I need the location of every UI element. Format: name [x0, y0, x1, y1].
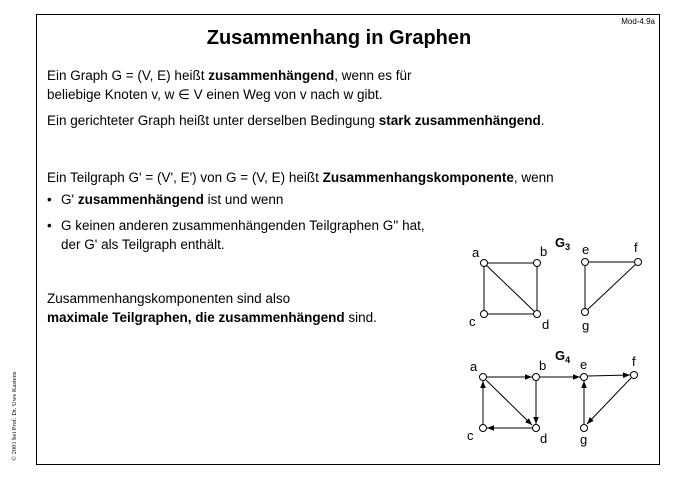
- para3-post: , wenn: [513, 170, 554, 185]
- para4-line1: Zusammenhangskomponenten sind also: [47, 291, 291, 306]
- bullet1-pre: G': [61, 192, 78, 207]
- slide-id: Mod-4.9a: [621, 17, 655, 26]
- bullet1-post: ist und wenn: [203, 192, 284, 207]
- bullet-dot: •: [47, 218, 52, 233]
- g3-node-d: [534, 311, 541, 318]
- g3-node-f: [635, 259, 642, 266]
- graph-g3-label: $G_3$: [555, 235, 571, 252]
- g3-label-b: b: [540, 244, 548, 259]
- g3-node-g: [582, 309, 589, 316]
- g3-edge-f-g: [585, 262, 638, 312]
- para3-pre: Ein Teilgraph G' = (V', E') von G = (V, E) heißt: [47, 170, 323, 185]
- g3-node-c: [481, 311, 488, 318]
- g4-label-g: g: [580, 432, 588, 447]
- g3-node-b: [534, 260, 541, 267]
- g3-label-f: f: [634, 240, 638, 255]
- g4-node-d: [533, 425, 540, 432]
- g4-node-g: [581, 425, 588, 432]
- para3-bold: Zusammenhangskomponente: [322, 170, 514, 185]
- g3-edge-a-d: [484, 263, 537, 314]
- g4-node-b: [533, 374, 540, 381]
- g4-label-a: a: [470, 359, 478, 374]
- g4-edge-f-g: [587, 378, 631, 424]
- g3-node-a: [481, 260, 488, 267]
- para1-line1-pre: Ein Graph G = (V, E) heißt: [47, 68, 209, 83]
- para1-line1-post: , wenn es für: [334, 68, 412, 83]
- g4-node-a: [480, 374, 487, 381]
- g3-label-d: d: [542, 317, 550, 332]
- g3-label-c: c: [469, 314, 476, 329]
- bullet-dot: •: [47, 192, 52, 207]
- para2-post: .: [540, 113, 545, 128]
- graph-g3: [469, 235, 642, 333]
- g3-node-e: [582, 259, 589, 266]
- graph-g4-label: $G_4$: [555, 348, 571, 365]
- g3-label-g: g: [582, 318, 590, 333]
- g4-label-d: d: [540, 431, 548, 446]
- para2-pre: Ein gerichteter Graph heißt unter derselben Bedingung: [47, 113, 379, 128]
- copyright-notice: © 2001 bei Prof. Dr. Uwe Kastens: [11, 371, 18, 461]
- g4-node-f: [631, 372, 638, 379]
- g4-label-e: e: [580, 357, 588, 372]
- para1-line1-bold: zusammenhängend: [208, 68, 335, 83]
- g3-label-e: e: [582, 242, 590, 257]
- bullet1-bold: zusammenhängend: [77, 192, 204, 207]
- g4-node-c: [480, 425, 487, 432]
- g4-edge-e-f: [588, 375, 630, 376]
- para4-line2-post: sind.: [344, 310, 377, 325]
- para4-line2-bold: maximale Teilgraphen, die zusammenhängend: [47, 310, 345, 325]
- g4-node-e: [581, 374, 588, 381]
- g4-edge-a-d: [486, 380, 532, 425]
- g4-label-b: b: [539, 358, 547, 373]
- g4-label-f: f: [632, 354, 636, 369]
- bullet2-line2: der G' als Teilgraph enthält.: [61, 237, 225, 252]
- graph-g4: [467, 348, 638, 447]
- g4-label-c: c: [467, 428, 474, 443]
- para2-bold: stark zusammenhängend: [378, 113, 541, 128]
- bullet2-line1: G keinen anderen zusammenhängenden Teilgraphen G'' hat,: [61, 218, 425, 233]
- para1-line2: beliebige Knoten v, w ∈ V einen Weg von v nach w gibt.: [47, 87, 383, 102]
- g3-label-a: a: [472, 245, 480, 260]
- page-title: Zusammenhang in Graphen: [206, 27, 472, 49]
